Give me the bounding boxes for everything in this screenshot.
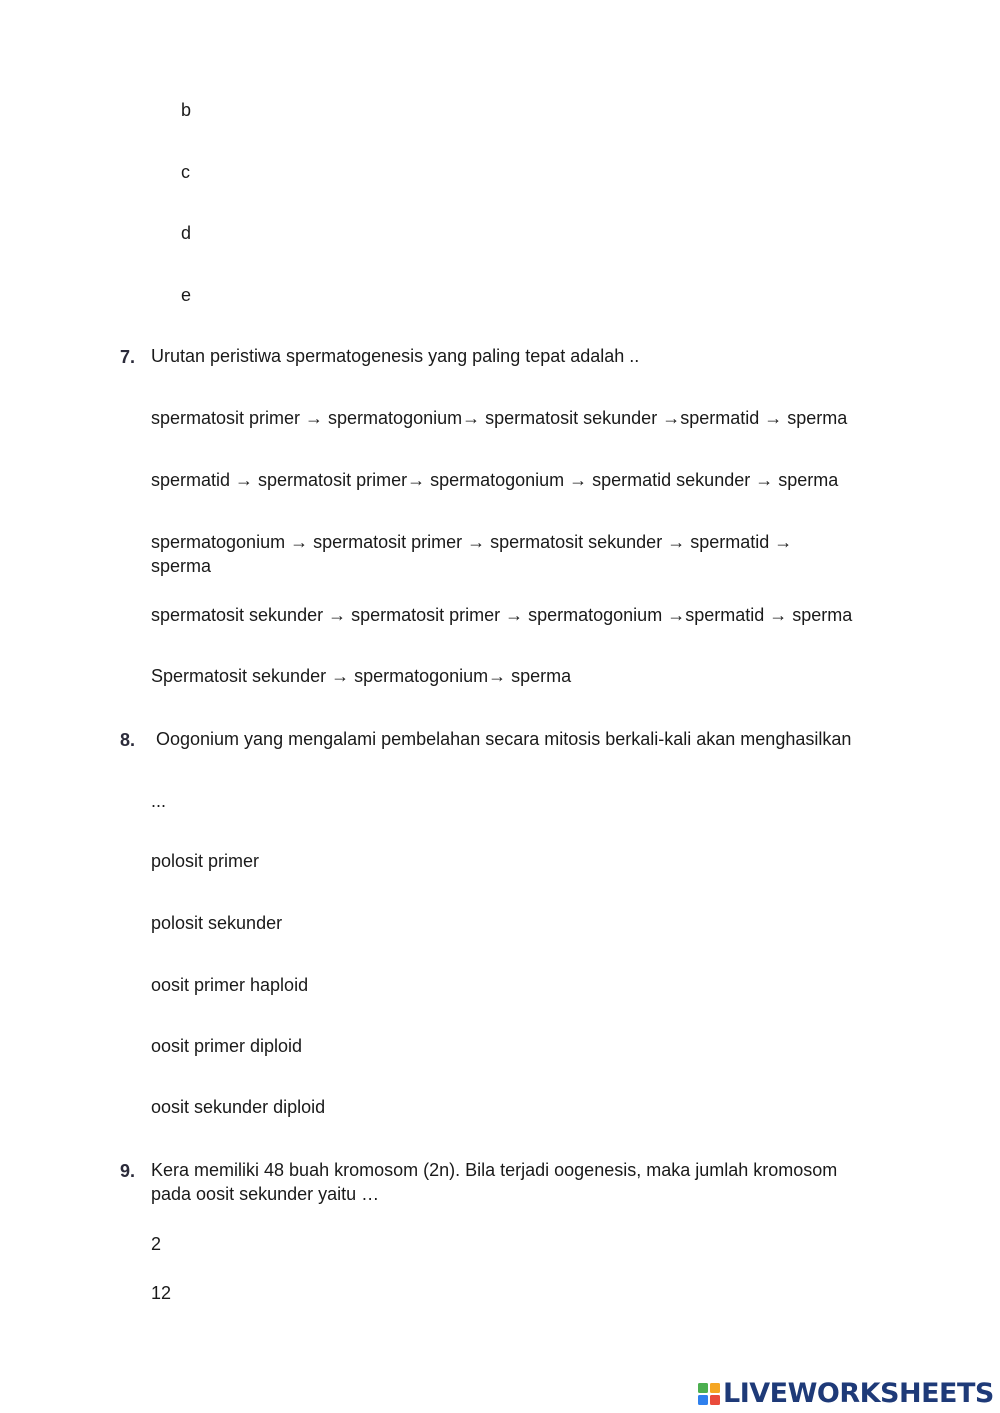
question-8-option[interactable]: oosit primer haploid (151, 975, 309, 995)
option-letter[interactable]: b (181, 100, 192, 120)
question-7-option[interactable]: Spermatosit sekunder → spermatogonium→ sperma (151, 666, 572, 686)
question-7-option[interactable]: spermatosit primer → spermatogonium→ spermatosit sekunder →spermatid → sperma (151, 408, 848, 428)
liveworksheets-branding[interactable] (698, 1378, 994, 1410)
liveworksheets-wordmark: LIVEWORKSHEETS (723, 1378, 994, 1409)
liveworksheets-logo-icon (698, 1383, 720, 1405)
question-9-number: 9. (120, 1161, 136, 1181)
question-7-text: Urutan peristiwa spermatogenesis yang paling tepat adalah .. (151, 346, 640, 366)
option-letter[interactable]: d (181, 223, 192, 243)
question-8-text: Oogonium yang mengalami pembelahan secara mitosis berkali-kali akan menghasilkan (156, 729, 852, 749)
option-letter[interactable]: c (181, 162, 190, 182)
question-8-continuation: ... (151, 791, 167, 811)
question-9-option[interactable]: 12 (151, 1283, 172, 1303)
question-8-option[interactable]: oosit primer diploid (151, 1036, 303, 1056)
question-9-option[interactable]: 2 (151, 1234, 162, 1254)
question-8-option[interactable]: oosit sekunder diploid (151, 1097, 326, 1117)
question-7-option[interactable]: spermatogonium → spermatosit primer → spermatosit sekunder → spermatid → sperma (151, 532, 793, 576)
question-8-number: 8. (120, 730, 136, 750)
question-7-number: 7. (120, 347, 136, 367)
question-7-option[interactable]: spermatosit sekunder → spermatosit primer → spermatogonium →spermatid → sperma (151, 605, 853, 625)
question-8-option[interactable]: polosit sekunder (151, 913, 283, 933)
question-8-option[interactable]: polosit primer (151, 851, 260, 871)
question-7-option[interactable]: spermatid → spermatosit primer→ spermatogonium → spermatid sekunder → sperma (151, 470, 839, 490)
option-letter[interactable]: e (181, 285, 192, 305)
question-9-text: Kera memiliki 48 buah kromosom (2n). Bila terjadi oogenesis, maka jumlah kromosom pada oosit sekunder yaitu … (151, 1160, 838, 1204)
